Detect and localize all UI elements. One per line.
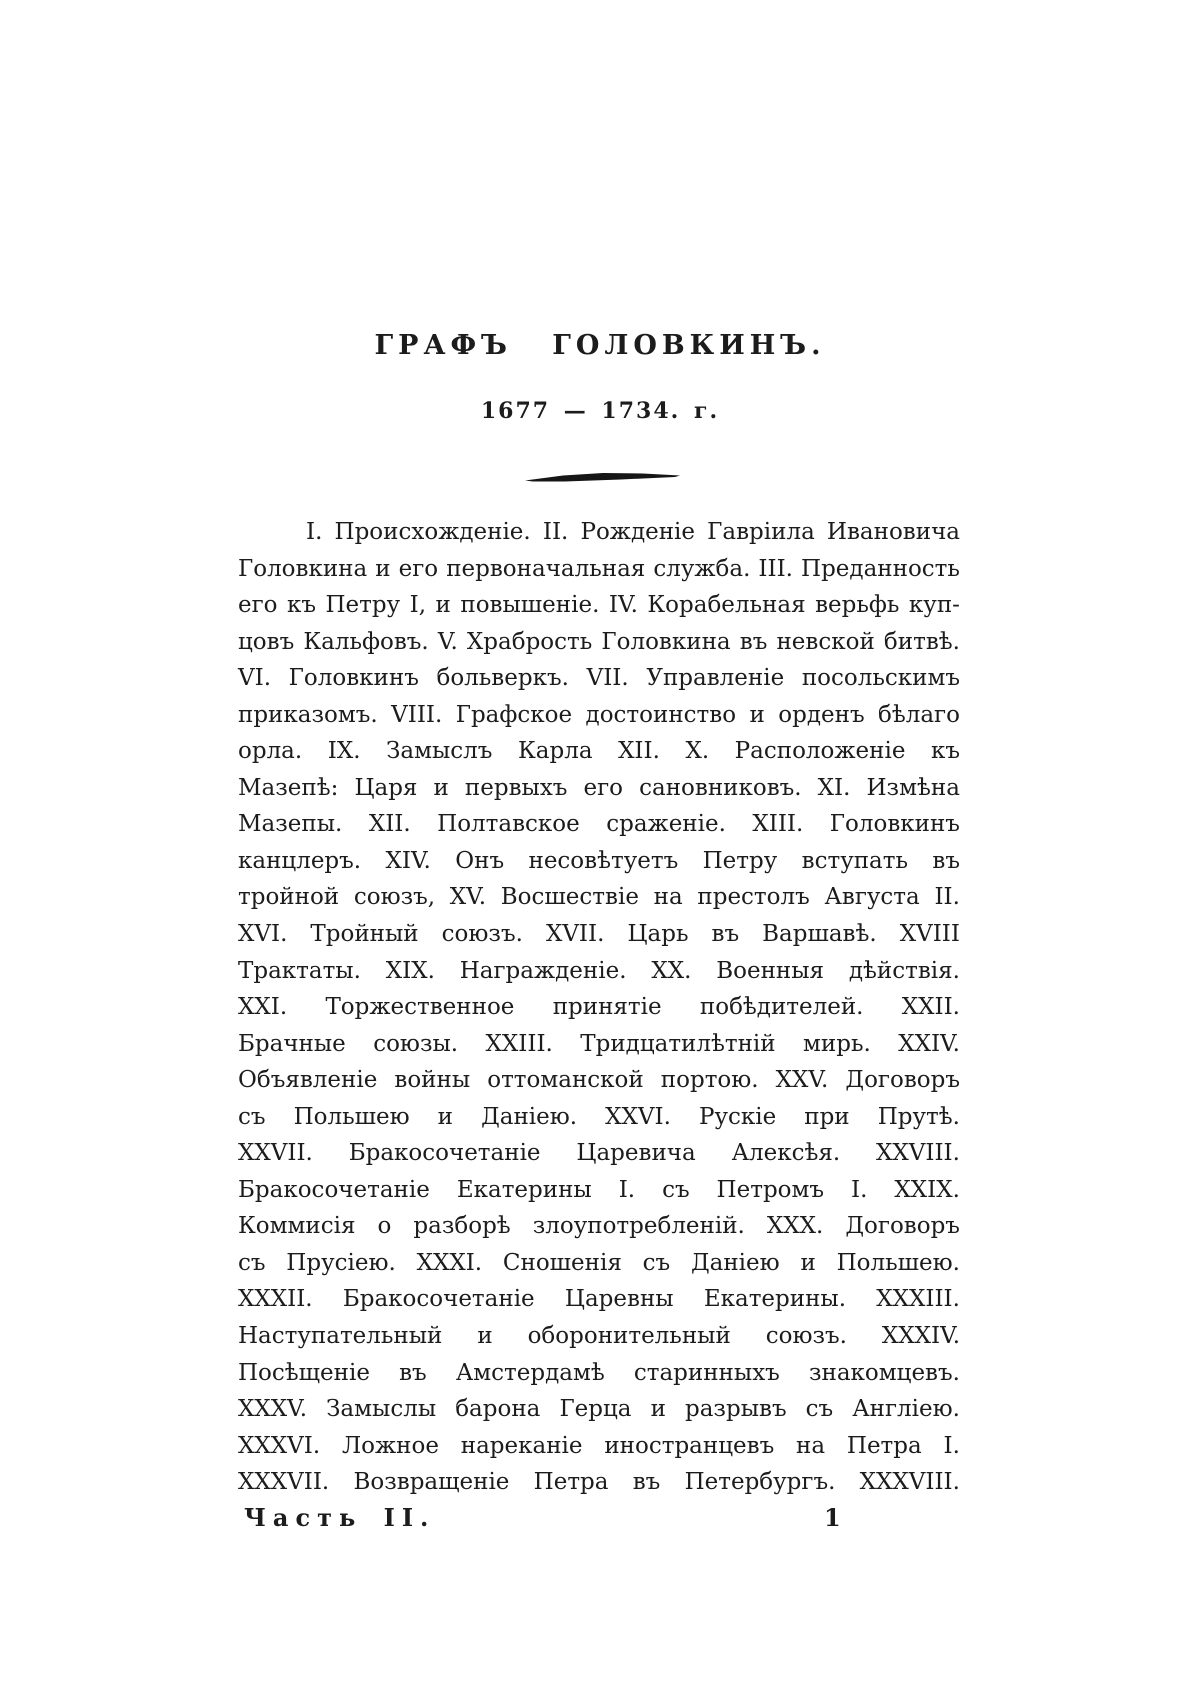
toc-line: орла. IX. Замыслъ Карла XII. X. Расположеніе къ (238, 738, 960, 765)
chapter-date-range: 1677 — 1734. г. (480, 398, 720, 424)
toc-line: цовъ Кальфовъ. V. Храбрость Головкина въ невской битвѣ. (238, 628, 960, 655)
toc-line: XXXII. Бракосочетаніе Царевны Екатерины. XXXIII. (238, 1286, 960, 1313)
toc-line: Коммисія о разборѣ злоупотребленій. XXX. Договоръ (238, 1213, 960, 1240)
toc-line: Брачные союзы. XXIII. Тридцатилѣтній мирь. XXIV. (238, 1030, 960, 1057)
toc-line: приказомъ. VIII. Графское достоинство и орденъ бѣлаго (238, 701, 960, 728)
toc-line: Мазепы. XII. Полтавское сраженіе. XIII. Головкинъ (238, 811, 960, 838)
decorative-rule (525, 468, 680, 480)
toc-line: канцлеръ. XIV. Онъ несовѣтуетъ Петру вступать въ (238, 847, 960, 874)
toc-line: XVI. Тройный союзъ. XVII. Царь въ Варшавѣ. XVIII (238, 921, 960, 948)
toc-line: съ Польшею и Даніею. XXVI. Рускіе при Прутѣ. (238, 1103, 960, 1130)
toc-line: Трактаты. XIX. Награжденіе. XX. Военныя дѣйствія. (238, 957, 960, 984)
toc-line: XXXVI. Ложное нареканіе иностранцевъ на Петра I. (238, 1432, 960, 1459)
page-number: 1 (824, 1503, 841, 1532)
toc-line: съ Прусіею. XXXI. Сношенія съ Даніею и Польшею. (238, 1249, 960, 1276)
toc-line: Объявленіе войны оттоманской портою. XXV. Договоръ (238, 1067, 960, 1094)
toc-paragraph (238, 514, 960, 1501)
toc-line: XXXV. Замыслы барона Герца и разрывъ съ Англіею. (238, 1396, 960, 1423)
toc-line: Посѣщеніе въ Амстердамѣ старинныхъ знакомцевъ. (238, 1359, 960, 1386)
toc-line: XXXVII. Возвращеніе Петра въ Петербургъ. XXXVIII. (238, 1469, 960, 1496)
toc-line: Бракосочетаніе Екатерины I. съ Петромъ I. XXIX. (238, 1176, 960, 1203)
toc-line: его къ Петру I, и повышеніе. IV. Корабельная верьфь куп- (238, 592, 960, 619)
toc-line: Головкина и его первоначальная служба. III. Преданность (238, 555, 960, 582)
toc-line: VI. Головкинъ больверкъ. VII. Управленіе посольскимъ (238, 665, 960, 692)
toc-line: XXI. Торжественное принятіе побѣдителей. XXII. (238, 994, 960, 1021)
toc-line: XXVII. Бракосочетаніе Царевича Алексѣя. XXVIII. (238, 1140, 960, 1167)
part-label: Часть II. (244, 1503, 436, 1532)
toc-line: Наступательный и оборонительный союзъ. XXXIV. (238, 1323, 960, 1350)
toc-line: тройной союзъ, XV. Восшествіе на престолъ Августа II. (238, 884, 960, 911)
toc-line: I. Происхожденіе. II. Рожденіе Гавріила Ивановича (306, 519, 960, 545)
chapter-title: ГРАФЪ ГОЛОВКИНЪ. (374, 330, 826, 361)
toc-line: Мазепѣ: Царя и первыхъ его сановниковъ. XI. Измѣна (238, 774, 960, 801)
